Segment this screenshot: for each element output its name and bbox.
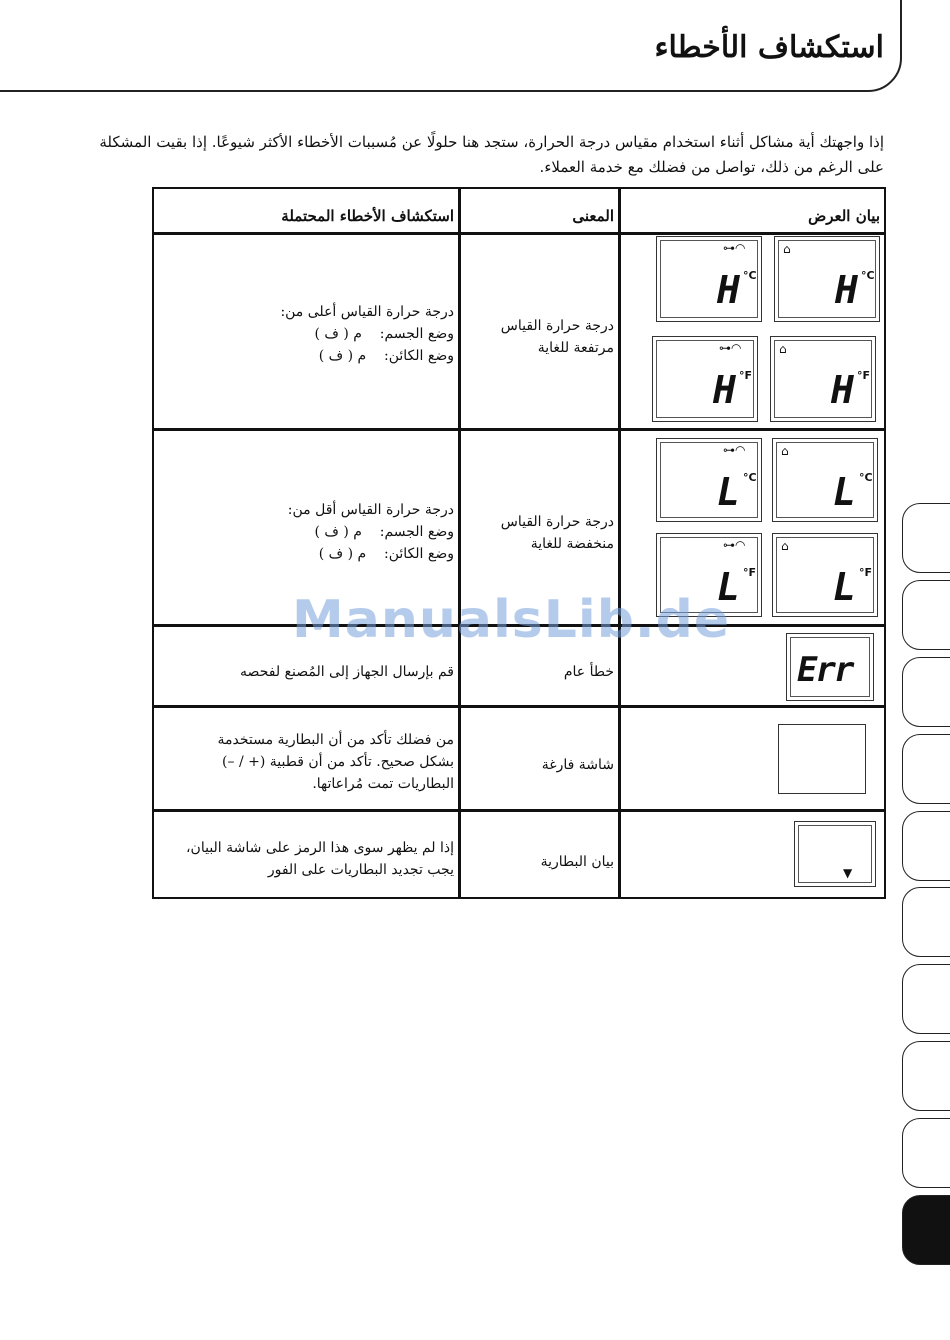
fix-line: البطاريات تمت مُراعاتها. <box>312 776 454 792</box>
lcd-value: H <box>713 368 736 412</box>
header-display: بيان العرض <box>808 207 880 225</box>
side-tab[interactable] <box>902 1041 950 1111</box>
lcd-low-body-celsius <box>656 438 762 522</box>
page-title: استكشاف الأخطاء <box>654 30 884 65</box>
fix-line <box>288 543 454 565</box>
table-divider <box>458 189 461 897</box>
object-icon: ⌂ <box>781 444 789 458</box>
lcd-value: L <box>717 565 740 609</box>
side-tab[interactable] <box>902 657 950 727</box>
lcd-unit: °F <box>739 369 753 382</box>
lcd-frame <box>798 825 872 883</box>
lcd-low-object-fahrenheit <box>772 533 878 617</box>
meaning-high <box>501 315 614 359</box>
fix-line: درجة حرارة القياس أقل من: <box>287 502 454 518</box>
side-tab[interactable] <box>902 1118 950 1188</box>
fix-low <box>288 499 454 565</box>
fix-high <box>280 301 454 367</box>
lcd-high-body-celsius <box>656 236 762 322</box>
object-icon: ⌂ <box>779 342 787 356</box>
side-tab[interactable] <box>902 964 950 1034</box>
meaning-blank: شاشة فارغة <box>541 757 614 773</box>
fix-units: م ( ف ) <box>314 524 362 540</box>
lcd-value: H <box>835 268 858 312</box>
side-tab-active[interactable] <box>902 1195 950 1265</box>
table-divider <box>618 189 621 897</box>
fix-line: بشكل صحيح. تأكد من أن قطبية (+ / –) <box>222 754 454 770</box>
lcd-high-body-fahrenheit <box>652 336 758 422</box>
meaning-line: درجة حرارة القياس <box>500 318 614 334</box>
object-icon: ⌂ <box>781 539 789 553</box>
watermark: ManualsLib.de <box>292 590 731 650</box>
fix-line: إذا لم يظهر سوى هذا الرمز على شاشة البيان، <box>186 840 454 856</box>
forehead-icon: ⊶◠ <box>719 341 742 355</box>
lcd-unit: °F <box>859 566 873 579</box>
side-tab[interactable] <box>902 811 950 881</box>
fix-label: وضع الكائن: <box>384 546 454 562</box>
battery-icon: ▼ <box>843 866 853 880</box>
fix-error: قم بإرسال الجهاز إلى المُصنع لفحصه <box>240 664 454 680</box>
header-meaning: المعنى <box>572 207 614 225</box>
fix-label: وضع الجسم: <box>379 326 454 342</box>
lcd-high-object-celsius <box>774 236 880 322</box>
fix-battery <box>186 837 454 881</box>
lcd-value: L <box>833 565 856 609</box>
lcd-high-object-fahrenheit <box>770 336 876 422</box>
meaning-error: خطأ عام <box>563 664 614 680</box>
lcd-unit: °C <box>743 471 757 484</box>
lcd-blank <box>778 724 866 794</box>
forehead-icon: ⊶◠ <box>723 241 746 255</box>
lcd-error-text: Err <box>797 650 853 690</box>
lcd-battery <box>794 821 876 887</box>
fix-label: وضع الكائن: <box>384 348 454 364</box>
fix-units: م ( ف ) <box>314 326 362 342</box>
table-divider <box>154 428 884 431</box>
side-tab[interactable] <box>902 887 950 957</box>
lcd-value: H <box>831 368 854 412</box>
meaning-line: درجة حرارة القياس <box>500 514 614 530</box>
meaning-low <box>501 511 614 555</box>
fix-line: يجب تجديد البطاريات على الفور <box>267 862 454 878</box>
fix-blank <box>217 729 454 795</box>
table-divider <box>154 705 884 708</box>
fix-line: من فضلك تأكد من أن البطارية مستخدمة <box>217 732 454 748</box>
lcd-value: L <box>717 470 740 514</box>
fix-line <box>280 323 454 345</box>
header-troubleshooting: استكشاف الأخطاء المحتملة <box>281 207 454 225</box>
side-tab[interactable] <box>902 580 950 650</box>
fix-label: وضع الجسم: <box>379 524 454 540</box>
lcd-unit: °C <box>861 269 875 282</box>
lcd-value: H <box>717 268 740 312</box>
lcd-unit: °F <box>743 566 757 579</box>
fix-line <box>280 345 454 367</box>
lcd-value: L <box>833 470 856 514</box>
table-divider <box>154 809 884 812</box>
intro-line-1: إذا واجهتك أية مشاكل أثناء استخدام مقياس درجة الحرارة، ستجد هنا حلولًا عن مُسببات الأخطاء الأكثر شيوعًا. إذا بقيت المشكلة <box>99 133 884 151</box>
meaning-line: منخفضة للغاية <box>530 536 614 552</box>
meaning-battery: بيان البطارية <box>540 854 614 870</box>
fix-units: م ( ف ) <box>318 348 367 364</box>
intro-text <box>88 130 884 180</box>
object-icon: ⌂ <box>783 242 791 256</box>
lcd-low-object-celsius <box>772 438 878 522</box>
table-divider <box>154 232 884 235</box>
side-tab[interactable] <box>902 734 950 804</box>
lcd-unit: °F <box>857 369 871 382</box>
lcd-unit: °C <box>859 471 873 484</box>
fix-line <box>288 521 454 543</box>
intro-line-2: على الرغم من ذلك، تواصل من فضلك مع خدمة العملاء. <box>539 158 884 176</box>
meaning-line: مرتفعة للغاية <box>537 340 614 356</box>
forehead-icon: ⊶◠ <box>723 538 746 552</box>
forehead-icon: ⊶◠ <box>723 443 746 457</box>
fix-units: م ( ف ) <box>318 546 367 562</box>
side-tab[interactable] <box>902 503 950 573</box>
lcd-error <box>786 633 874 701</box>
lcd-unit: °C <box>743 269 757 282</box>
fix-line: درجة حرارة القياس أعلى من: <box>280 304 454 320</box>
